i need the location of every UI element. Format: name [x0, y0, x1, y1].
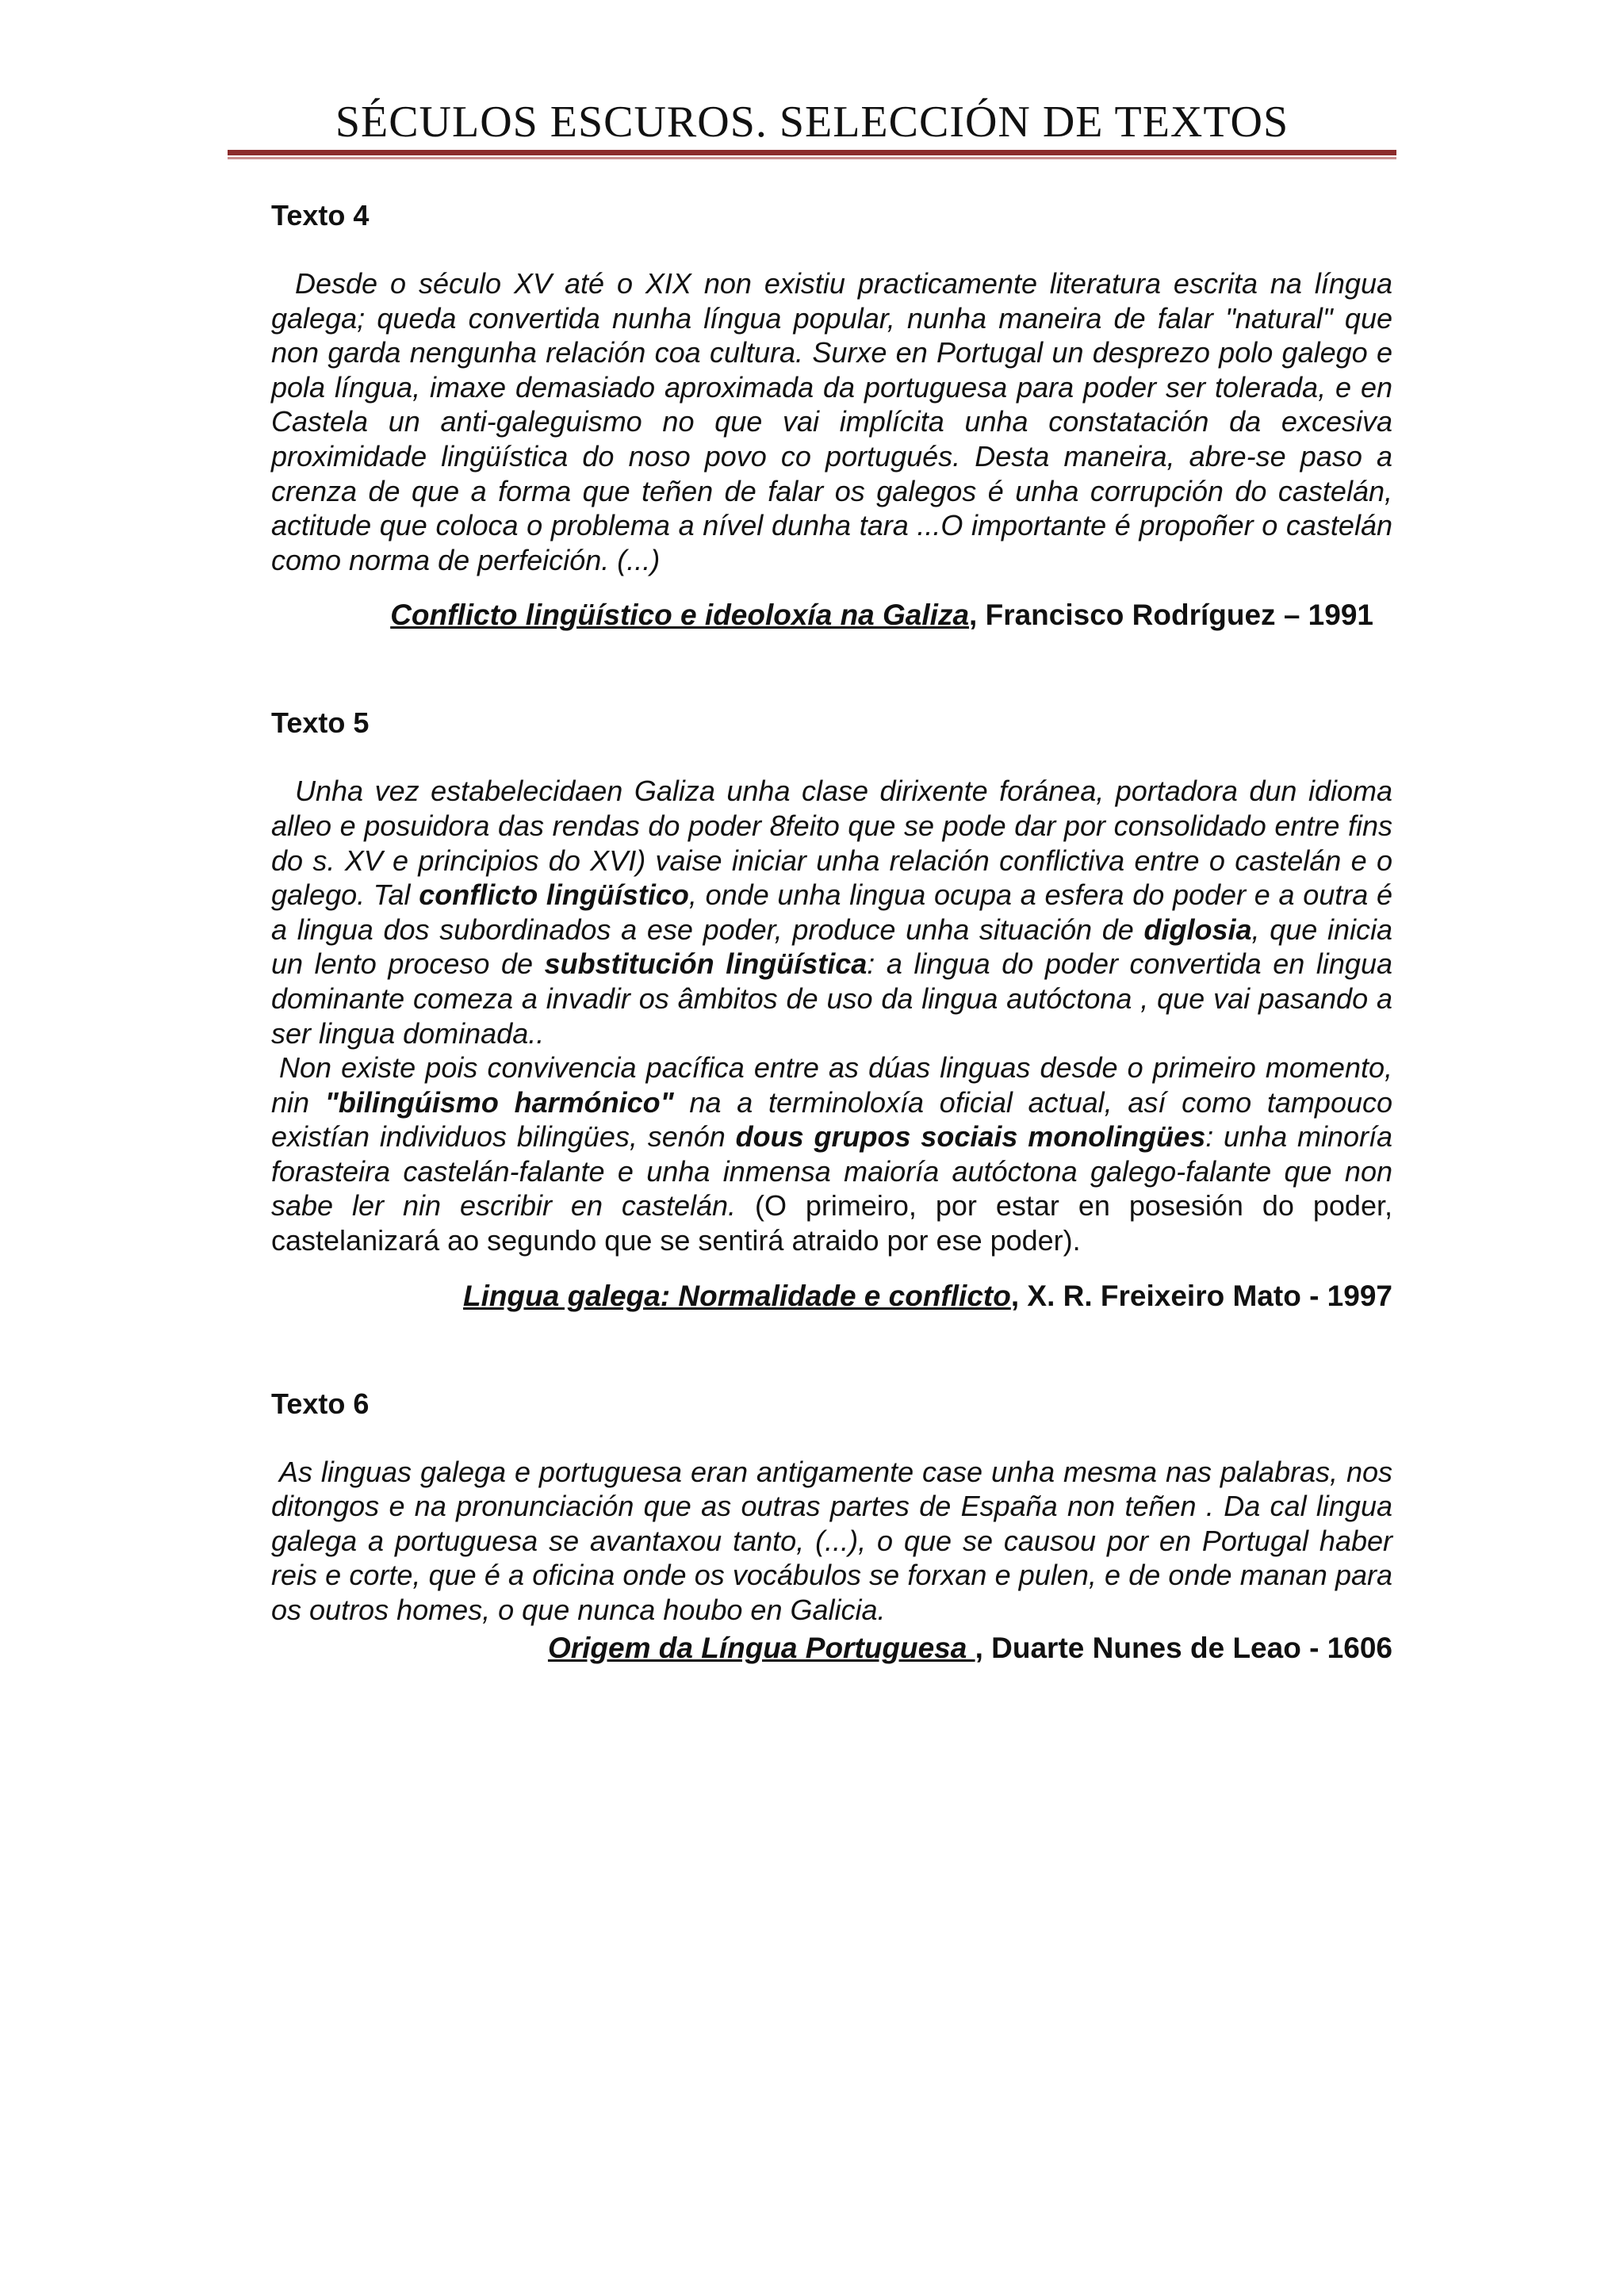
- text-section-4: [271, 195, 1392, 636]
- document-body: [271, 195, 1392, 1669]
- page-header-title: SÉCULOS ESCUROS. SELECCIÓN DE TEXTOS: [335, 98, 1289, 147]
- text-section-5: [271, 702, 1392, 1316]
- source-book-title: Lingua galega: Normalidade e conflicto: [463, 1279, 1011, 1312]
- source-author-year: , X. R. Freixeiro Mato - 1997: [1010, 1279, 1392, 1312]
- text-4-source: [271, 595, 1373, 636]
- text-5-paragraph-2: Non existe pois convivencia pacífica entre as dúas linguas desde o primeiro momento, nin "bilingúismo harmónico" na a terminoloxía oficial actual, así como tampouco existían individuos bilingües, senón dous grupos sociais monolingües: unha minoría forasteira castelán-falante e unha inmensa maioría autóctona galego-falante que non sabe ler nin escribir en castelán. (O primeiro, por estar en posesión do poder, castelanizará ao segundo que se sentirá atraido por ese poder).: [271, 1051, 1393, 1257]
- section-title: Texto 6: [271, 1387, 370, 1420]
- text-section-6: [271, 1383, 1392, 1669]
- source-author-year: , Francisco Rodríguez – 1991: [969, 599, 1373, 632]
- section-title: Texto 4: [271, 199, 370, 232]
- text-5-paragraph-1: Unha vez estabelecidaen Galiza unha clase dirixente foránea, portadora dun idioma alleo e posuidora das rendas do poder 8feito que se pode dar por consolidado entre fins do s. XV e principios do XVI) vaise iniciar unha relación conflictiva entre o castelán e o galego. Tal conflicto lingüístico, onde unha lingua ocupa a esfera do poder e a outra é a lingua dos subordinados a ese poder, produce unha situación de diglosia, que inicia un lento proceso de substitución lingüística: a lingua do poder convertida en lingua dominante comeza a invadir os âmbitos de uso da lingua autóctona , que vai pasando a ser lingua dominada..: [271, 775, 1393, 1050]
- text-4-paragraph: Desde o século XV até o XIX non existiu practicamente literatura escrita na língua galega; queda convertida nunha língua popular, nunha maneira de falar "natural" que non garda nengunha relación coa cultura. Surxe en Portugal un desprezo polo galego e pola língua, imaxe demasiado aproximada da portuguesa para poder ser tolerada, e en Castela un anti-galeguismo no que vai implícita unha constatación da excesiva proximidade lingüística do noso povo co portugués. Desta maneira, abre-se paso a crenza de que a forma que teñen de falar os galegos é unha corrupción do castelán, actitude que coloca o problema a nível dunha tara ...O importante é propoñer o castelán como norma de perfeición. (...): [271, 267, 1392, 576]
- header-rule-thin: [228, 157, 1396, 159]
- source-book-title: Origem da Língua Portuguesa: [547, 1631, 975, 1664]
- text-6-paragraph: As linguas galega e portuguesa eran antigamente case unha mesma nas palabras, nos ditongos e na pronunciación que as outras partes de España non teñen . Da cal lingua galega a portuguesa se avantaxou tanto, (...), o que se causou por en Portugal haber reis e corte, que é a oficina onde os vocábulos se forxan e pulen, e de onde manan para os outros homes, o que nunca houbo en Galicia.: [271, 1455, 1392, 1627]
- source-author-year: , Duarte Nunes de Leao - 1606: [975, 1631, 1392, 1664]
- header-rule: [228, 150, 1396, 161]
- text-5-source: [271, 1276, 1392, 1317]
- text-6-source: [271, 1628, 1392, 1669]
- section-title: Texto 5: [271, 706, 370, 740]
- source-book-title: Conflicto lingüístico e ideoloxía na Galiza: [390, 599, 970, 632]
- header-rule-thick: [228, 150, 1396, 155]
